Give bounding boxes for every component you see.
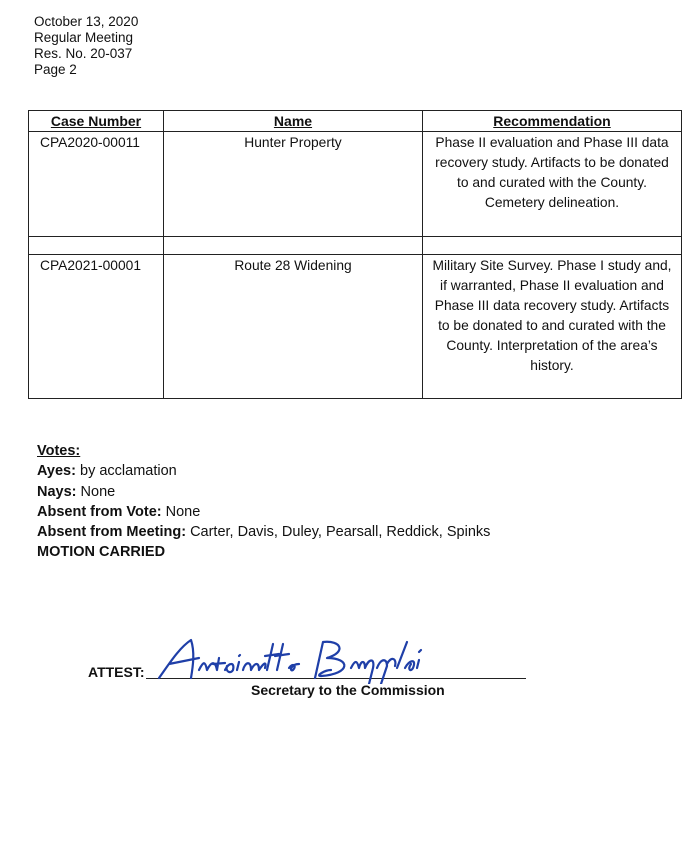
absent-vote-line <box>37 502 490 522</box>
resolution-number: Res. No. 20-037 <box>34 46 133 61</box>
name-cell: Hunter Property <box>164 132 423 237</box>
ayes-line <box>37 461 490 481</box>
absent-meeting-line <box>37 522 490 542</box>
name-cell: Route 28 Widening <box>164 254 423 398</box>
attest-label: ATTEST: <box>88 664 145 680</box>
table-spacer-row <box>29 236 682 254</box>
meeting-date: October 13, 2020 <box>34 14 139 29</box>
column-header-recommendation: Recommendation <box>423 111 682 132</box>
votes-heading: Votes: <box>37 443 81 459</box>
meeting-type: Regular Meeting <box>34 30 134 45</box>
absent-meeting-value: Carter, Davis, Duley, Pearsall, Reddick, Spinks <box>190 524 491 541</box>
empty-cell <box>29 236 164 254</box>
column-header-name: Name <box>164 111 423 132</box>
cases-table-container <box>28 110 681 399</box>
absent-meeting-label: Absent from Meeting: <box>37 524 187 541</box>
case-number-cell: CPA2020-00011 <box>29 132 164 237</box>
signatory-title: Secretary to the Commission <box>251 682 445 698</box>
recommendation-cell: Military Site Survey. Phase I study and, if warranted, Phase II evaluation and Phase III data recovery study. Artifacts to be donated to and curated with the County. Interpretation of the area’s history. <box>423 254 682 398</box>
votes-section <box>37 441 490 563</box>
case-number-cell: CPA2021-00001 <box>29 254 164 398</box>
motion-result: MOTION CARRIED <box>37 544 166 561</box>
ayes-value: by acclamation <box>80 463 177 480</box>
empty-cell <box>164 236 423 254</box>
page-number: Page 2 <box>34 62 77 77</box>
table-row <box>29 132 682 237</box>
absent-vote-value: None <box>165 503 201 520</box>
recommendation-cell: Phase II evaluation and Phase III data recovery study. Artifacts to be donated to and curated with the County. Cemetery delineation. <box>423 132 682 237</box>
absent-vote-label: Absent from Vote: <box>37 503 162 520</box>
nays-value: None <box>80 483 116 500</box>
table-row <box>29 254 682 398</box>
cases-table <box>28 110 682 399</box>
column-header-case-number: Case Number <box>29 111 164 132</box>
handwritten-signature <box>155 634 445 689</box>
document-header <box>34 14 138 78</box>
nays-label: Nays: <box>37 483 77 500</box>
empty-cell <box>423 236 682 254</box>
table-header-row <box>29 111 682 132</box>
nays-line <box>37 482 490 502</box>
ayes-label: Ayes: <box>37 463 76 480</box>
